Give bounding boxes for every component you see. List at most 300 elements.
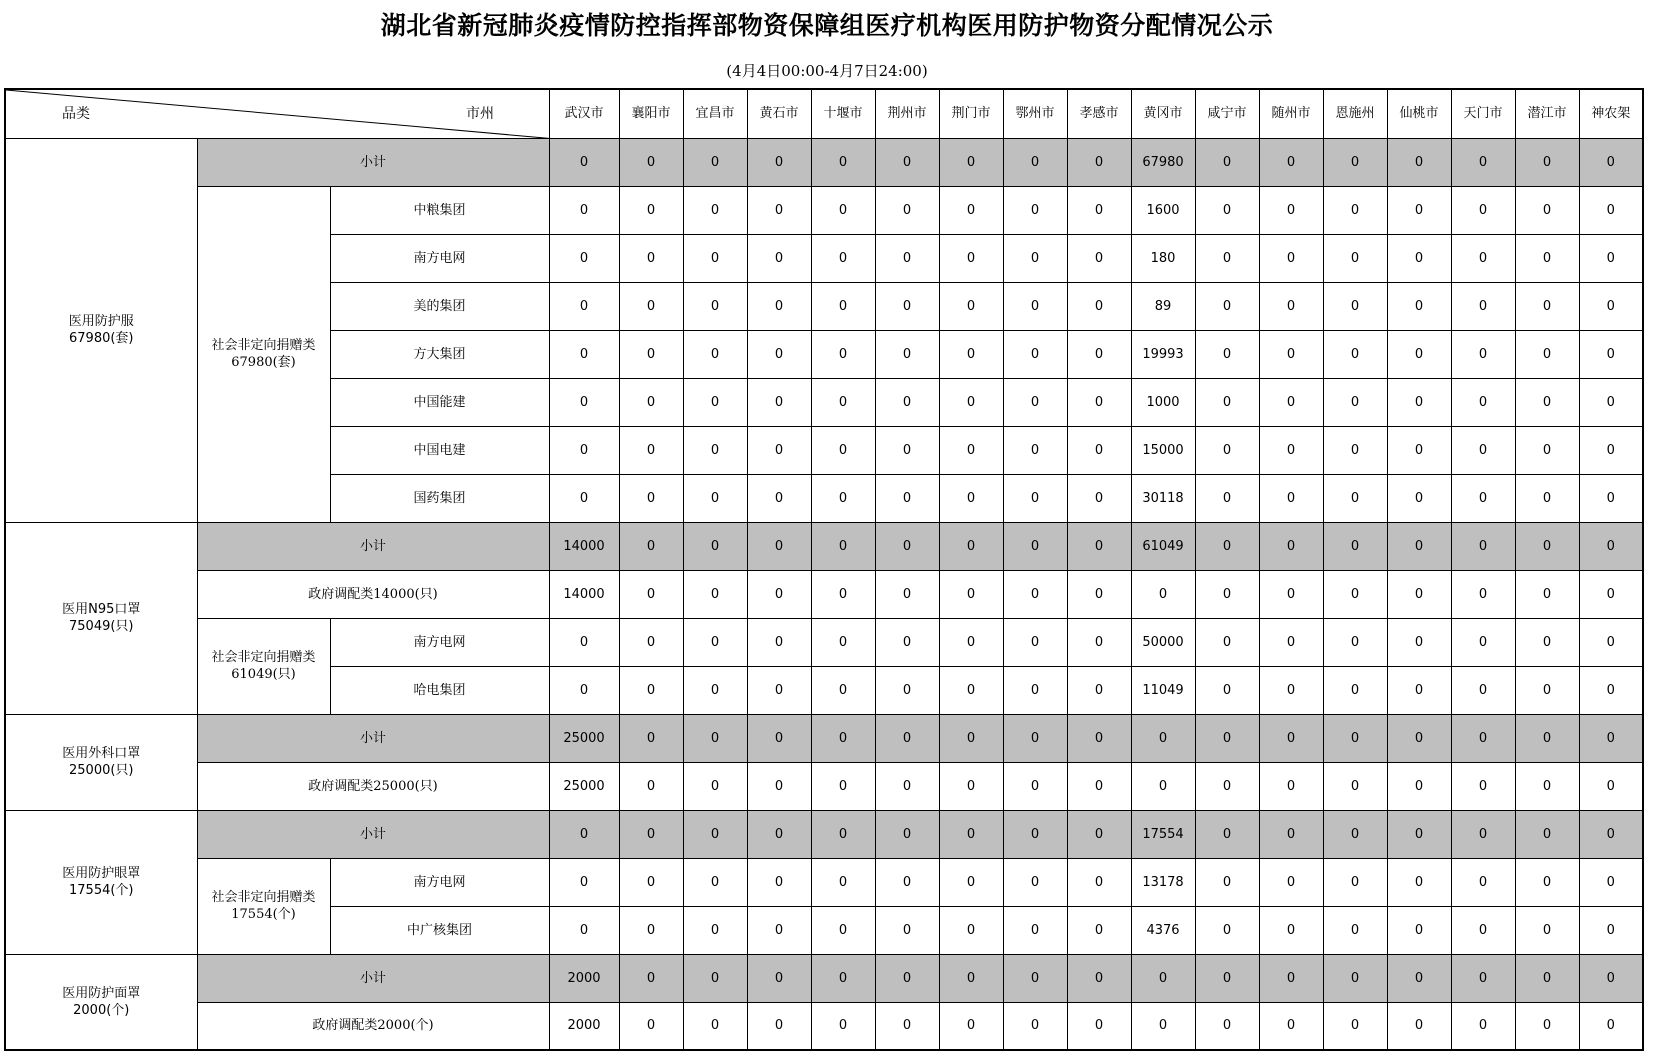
city-header: 咸宁市: [1195, 89, 1259, 138]
value-cell: 0: [1451, 474, 1515, 522]
city-header: 黄冈市: [1131, 89, 1195, 138]
value-cell: 0: [1451, 618, 1515, 666]
donation-group-cell: 社会非定向捐赠类 17554(个): [197, 858, 330, 954]
table-row: [5, 1002, 1643, 1050]
value-cell: 0: [619, 714, 683, 762]
value-cell: 0: [1259, 1002, 1323, 1050]
city-header: 襄阳市: [619, 89, 683, 138]
value-cell: 0: [1003, 378, 1067, 426]
value-cell: 0: [1579, 1002, 1643, 1050]
value-cell: 50000: [1131, 618, 1195, 666]
value-cell: 0: [1067, 714, 1131, 762]
value-cell: 0: [1195, 906, 1259, 954]
city-header: 武汉市: [549, 89, 619, 138]
value-cell: 0: [683, 906, 747, 954]
value-cell: 2000: [549, 954, 619, 1002]
value-cell: 19993: [1131, 330, 1195, 378]
value-cell: 0: [1131, 954, 1195, 1002]
value-cell: 0: [747, 714, 811, 762]
value-cell: 0: [1195, 522, 1259, 570]
value-cell: 0: [619, 618, 683, 666]
value-cell: 0: [939, 666, 1003, 714]
value-cell: 0: [1259, 858, 1323, 906]
value-cell: 0: [1515, 666, 1579, 714]
table-row: [5, 858, 1643, 906]
value-cell: 89: [1131, 282, 1195, 330]
value-cell: 0: [1067, 954, 1131, 1002]
value-cell: 0: [549, 906, 619, 954]
value-cell: 0: [1579, 522, 1643, 570]
value-cell: 0: [875, 1002, 939, 1050]
subtotal-row: [5, 810, 1643, 858]
allocation-type-label: 政府调配类25000(只): [197, 762, 549, 810]
value-cell: 0: [619, 906, 683, 954]
value-cell: 0: [683, 522, 747, 570]
category-cell: 医用N95口罩 75049(只): [5, 522, 197, 714]
header-corner-cell: [5, 89, 549, 138]
value-cell: 0: [549, 330, 619, 378]
value-cell: 0: [1131, 570, 1195, 618]
value-cell: 0: [1003, 282, 1067, 330]
value-cell: 0: [683, 570, 747, 618]
value-cell: 0: [1003, 762, 1067, 810]
value-cell: 0: [811, 1002, 875, 1050]
table-row: [5, 570, 1643, 618]
value-cell: 0: [1515, 810, 1579, 858]
value-cell: 0: [1259, 522, 1323, 570]
value-cell: 0: [1067, 378, 1131, 426]
value-cell: 0: [1323, 234, 1387, 282]
value-cell: 0: [1259, 474, 1323, 522]
value-cell: 0: [1067, 666, 1131, 714]
value-cell: 0: [1579, 666, 1643, 714]
value-cell: 0: [1195, 426, 1259, 474]
value-cell: 0: [1195, 666, 1259, 714]
value-cell: 0: [1067, 618, 1131, 666]
value-cell: 0: [1451, 378, 1515, 426]
value-cell: 0: [875, 186, 939, 234]
allocation-type-label: 政府调配类2000(个): [197, 1002, 549, 1050]
value-cell: 0: [1323, 762, 1387, 810]
value-cell: 0: [683, 426, 747, 474]
value-cell: 0: [619, 1002, 683, 1050]
value-cell: 0: [1387, 714, 1451, 762]
value-cell: 0: [1003, 858, 1067, 906]
value-cell: 0: [939, 810, 1003, 858]
value-cell: 0: [619, 282, 683, 330]
value-cell: 0: [1067, 474, 1131, 522]
donation-group-cell: 社会非定向捐赠类 67980(套): [197, 186, 330, 522]
value-cell: 0: [747, 954, 811, 1002]
value-cell: 0: [1579, 330, 1643, 378]
value-cell: 0: [619, 378, 683, 426]
value-cell: 0: [1259, 762, 1323, 810]
value-cell: 0: [1451, 570, 1515, 618]
value-cell: 0: [811, 474, 875, 522]
value-cell: 0: [1067, 858, 1131, 906]
value-cell: 180: [1131, 234, 1195, 282]
value-cell: 0: [1387, 906, 1451, 954]
value-cell: 13178: [1131, 858, 1195, 906]
value-cell: 0: [1387, 186, 1451, 234]
value-cell: 0: [1579, 906, 1643, 954]
value-cell: 0: [939, 330, 1003, 378]
donor-name-cell: 方大集团: [330, 330, 549, 378]
value-cell: 0: [1003, 330, 1067, 378]
value-cell: 0: [1387, 474, 1451, 522]
value-cell: 0: [747, 234, 811, 282]
category-cell: 医用防护眼罩 17554(个): [5, 810, 197, 954]
value-cell: 0: [747, 330, 811, 378]
category-cell: 医用防护服 67980(套): [5, 138, 197, 522]
value-cell: 0: [1579, 234, 1643, 282]
value-cell: 0: [939, 714, 1003, 762]
value-cell: 61049: [1131, 522, 1195, 570]
value-cell: 0: [875, 330, 939, 378]
value-cell: 17554: [1131, 810, 1195, 858]
value-cell: 0: [1515, 234, 1579, 282]
value-cell: 0: [939, 474, 1003, 522]
value-cell: 0: [1323, 810, 1387, 858]
value-cell: 0: [1387, 234, 1451, 282]
donor-name-cell: 南方电网: [330, 858, 549, 906]
value-cell: 0: [549, 378, 619, 426]
value-cell: 0: [811, 282, 875, 330]
subtotal-row: [5, 954, 1643, 1002]
value-cell: 25000: [549, 714, 619, 762]
value-cell: 0: [939, 1002, 1003, 1050]
value-cell: 0: [1323, 522, 1387, 570]
value-cell: 0: [549, 474, 619, 522]
value-cell: 0: [549, 810, 619, 858]
value-cell: 0: [811, 522, 875, 570]
value-cell: 0: [1067, 186, 1131, 234]
value-cell: 14000: [549, 522, 619, 570]
value-cell: 0: [549, 618, 619, 666]
value-cell: 0: [1451, 138, 1515, 186]
value-cell: 0: [1323, 426, 1387, 474]
value-cell: 0: [939, 906, 1003, 954]
value-cell: 0: [549, 666, 619, 714]
value-cell: 0: [1131, 762, 1195, 810]
value-cell: 0: [875, 762, 939, 810]
value-cell: 11049: [1131, 666, 1195, 714]
value-cell: 0: [875, 522, 939, 570]
value-cell: 0: [1259, 666, 1323, 714]
subtotal-label: 小计: [197, 714, 549, 762]
value-cell: 4376: [1131, 906, 1195, 954]
value-cell: 0: [683, 138, 747, 186]
city-header: 荆州市: [875, 89, 939, 138]
value-cell: 0: [683, 666, 747, 714]
value-cell: 0: [683, 714, 747, 762]
value-cell: 0: [1579, 138, 1643, 186]
allocation-table: [4, 88, 1644, 1051]
value-cell: 0: [939, 618, 1003, 666]
value-cell: 2000: [549, 1002, 619, 1050]
value-cell: 0: [1067, 426, 1131, 474]
value-cell: 0: [1195, 1002, 1259, 1050]
value-cell: 0: [747, 186, 811, 234]
donor-name-cell: 美的集团: [330, 282, 549, 330]
value-cell: 0: [619, 666, 683, 714]
city-header: 黄石市: [747, 89, 811, 138]
value-cell: 0: [811, 714, 875, 762]
value-cell: 0: [619, 234, 683, 282]
value-cell: 1000: [1131, 378, 1195, 426]
value-cell: 0: [619, 474, 683, 522]
value-cell: 0: [1195, 810, 1259, 858]
value-cell: 0: [1195, 618, 1259, 666]
value-cell: 0: [1003, 570, 1067, 618]
value-cell: 0: [875, 810, 939, 858]
value-cell: 0: [1515, 330, 1579, 378]
donor-name-cell: 南方电网: [330, 234, 549, 282]
value-cell: 0: [1323, 954, 1387, 1002]
value-cell: 0: [1067, 330, 1131, 378]
value-cell: 0: [1259, 618, 1323, 666]
value-cell: 0: [1195, 762, 1259, 810]
donor-name-cell: 中国能建: [330, 378, 549, 426]
value-cell: 0: [1323, 1002, 1387, 1050]
value-cell: 0: [1387, 570, 1451, 618]
category-label: 品类: [62, 106, 90, 122]
donation-group-cell: 社会非定向捐赠类 61049(只): [197, 618, 330, 714]
value-cell: 0: [1579, 186, 1643, 234]
value-cell: 0: [1003, 666, 1067, 714]
value-cell: 0: [1003, 618, 1067, 666]
value-cell: 0: [1387, 618, 1451, 666]
value-cell: 0: [811, 234, 875, 282]
value-cell: 0: [1067, 1002, 1131, 1050]
value-cell: 0: [1451, 522, 1515, 570]
value-cell: 0: [549, 186, 619, 234]
subtotal-label: 小计: [197, 522, 549, 570]
value-cell: 0: [747, 906, 811, 954]
value-cell: 0: [683, 234, 747, 282]
value-cell: 0: [939, 378, 1003, 426]
value-cell: 0: [683, 954, 747, 1002]
value-cell: 0: [1259, 954, 1323, 1002]
value-cell: 0: [1259, 426, 1323, 474]
value-cell: 30118: [1131, 474, 1195, 522]
value-cell: 0: [1195, 474, 1259, 522]
value-cell: 0: [1579, 858, 1643, 906]
value-cell: 0: [811, 954, 875, 1002]
value-cell: 15000: [1131, 426, 1195, 474]
value-cell: 0: [1451, 330, 1515, 378]
value-cell: 0: [875, 858, 939, 906]
city-header: 神农架: [1579, 89, 1643, 138]
value-cell: 0: [1195, 858, 1259, 906]
value-cell: 0: [1259, 810, 1323, 858]
value-cell: 0: [1003, 810, 1067, 858]
value-cell: 0: [1579, 378, 1643, 426]
value-cell: 0: [1259, 330, 1323, 378]
value-cell: 0: [1515, 522, 1579, 570]
value-cell: 0: [1579, 954, 1643, 1002]
value-cell: 0: [683, 330, 747, 378]
value-cell: 0: [1515, 714, 1579, 762]
value-cell: 0: [1003, 186, 1067, 234]
city-header: 潜江市: [1515, 89, 1579, 138]
category-cell: 医用外科口罩 25000(只): [5, 714, 197, 810]
value-cell: 0: [1003, 906, 1067, 954]
value-cell: 0: [1323, 906, 1387, 954]
value-cell: 0: [1515, 426, 1579, 474]
value-cell: 0: [1323, 378, 1387, 426]
value-cell: 0: [619, 570, 683, 618]
value-cell: 0: [549, 282, 619, 330]
value-cell: 0: [811, 762, 875, 810]
value-cell: 67980: [1131, 138, 1195, 186]
value-cell: 0: [1259, 234, 1323, 282]
value-cell: 0: [747, 378, 811, 426]
value-cell: 0: [1323, 570, 1387, 618]
value-cell: 0: [811, 618, 875, 666]
donor-name-cell: 哈电集团: [330, 666, 549, 714]
value-cell: 0: [875, 906, 939, 954]
city-header: 十堰市: [811, 89, 875, 138]
value-cell: 0: [549, 138, 619, 186]
value-cell: 0: [1195, 138, 1259, 186]
value-cell: 0: [1003, 714, 1067, 762]
value-cell: 0: [619, 522, 683, 570]
value-cell: 0: [683, 810, 747, 858]
value-cell: 0: [1195, 954, 1259, 1002]
value-cell: 0: [1067, 906, 1131, 954]
value-cell: 0: [747, 858, 811, 906]
value-cell: 0: [875, 474, 939, 522]
value-cell: 0: [1515, 570, 1579, 618]
value-cell: 1600: [1131, 186, 1195, 234]
value-cell: 0: [1131, 714, 1195, 762]
value-cell: 0: [549, 426, 619, 474]
value-cell: 0: [1451, 666, 1515, 714]
value-cell: 0: [1515, 282, 1579, 330]
value-cell: 0: [619, 858, 683, 906]
value-cell: 0: [1067, 810, 1131, 858]
value-cell: 0: [549, 234, 619, 282]
value-cell: 0: [939, 858, 1003, 906]
value-cell: 0: [1579, 618, 1643, 666]
value-cell: 0: [811, 426, 875, 474]
table-row: [5, 762, 1643, 810]
value-cell: 0: [1323, 138, 1387, 186]
value-cell: 0: [1195, 378, 1259, 426]
value-cell: 0: [1451, 906, 1515, 954]
value-cell: 0: [1515, 378, 1579, 426]
value-cell: 0: [1259, 138, 1323, 186]
value-cell: 0: [939, 426, 1003, 474]
value-cell: 0: [1259, 378, 1323, 426]
value-cell: 0: [875, 570, 939, 618]
value-cell: 0: [1387, 330, 1451, 378]
value-cell: 0: [747, 618, 811, 666]
value-cell: 0: [1579, 810, 1643, 858]
value-cell: 0: [619, 954, 683, 1002]
value-cell: 0: [875, 666, 939, 714]
value-cell: 0: [875, 618, 939, 666]
city-header: 鄂州市: [1003, 89, 1067, 138]
value-cell: 0: [1323, 666, 1387, 714]
value-cell: 0: [1323, 330, 1387, 378]
value-cell: 0: [1515, 138, 1579, 186]
value-cell: 0: [1451, 234, 1515, 282]
value-cell: 0: [549, 858, 619, 906]
value-cell: 0: [619, 186, 683, 234]
value-cell: 0: [811, 570, 875, 618]
value-cell: 0: [1515, 906, 1579, 954]
value-cell: 0: [1259, 714, 1323, 762]
value-cell: 0: [1579, 426, 1643, 474]
value-cell: 0: [1323, 714, 1387, 762]
value-cell: 0: [939, 234, 1003, 282]
value-cell: 0: [1387, 1002, 1451, 1050]
value-cell: 0: [939, 138, 1003, 186]
value-cell: 0: [1259, 282, 1323, 330]
donor-name-cell: 中国电建: [330, 426, 549, 474]
subtotal-label: 小计: [197, 954, 549, 1002]
value-cell: 0: [811, 186, 875, 234]
value-cell: 0: [1259, 186, 1323, 234]
value-cell: 0: [1515, 474, 1579, 522]
value-cell: 0: [1323, 474, 1387, 522]
value-cell: 0: [1323, 186, 1387, 234]
value-cell: 0: [1003, 474, 1067, 522]
value-cell: 0: [1451, 858, 1515, 906]
value-cell: 0: [1579, 570, 1643, 618]
value-cell: 0: [747, 474, 811, 522]
table-row: [5, 618, 1643, 666]
city-header: 随州市: [1259, 89, 1323, 138]
value-cell: 0: [747, 522, 811, 570]
value-cell: 0: [747, 282, 811, 330]
value-cell: 0: [1067, 762, 1131, 810]
value-cell: 0: [875, 954, 939, 1002]
category-cell: 医用防护面罩 2000(个): [5, 954, 197, 1050]
value-cell: 0: [1387, 858, 1451, 906]
value-cell: 0: [1451, 810, 1515, 858]
value-cell: 0: [1387, 378, 1451, 426]
value-cell: 0: [619, 330, 683, 378]
value-cell: 0: [1515, 186, 1579, 234]
value-cell: 0: [1131, 1002, 1195, 1050]
value-cell: 0: [1451, 762, 1515, 810]
value-cell: 0: [811, 378, 875, 426]
value-cell: 0: [1323, 618, 1387, 666]
value-cell: 0: [747, 810, 811, 858]
page-title: 湖北省新冠肺炎疫情防控指挥部物资保障组医疗机构医用防护物资分配情况公示: [380, 11, 1274, 40]
value-cell: 0: [619, 762, 683, 810]
value-cell: 0: [1579, 762, 1643, 810]
value-cell: 0: [1003, 522, 1067, 570]
value-cell: 0: [939, 570, 1003, 618]
value-cell: 0: [1387, 954, 1451, 1002]
value-cell: 0: [1003, 234, 1067, 282]
value-cell: 0: [1387, 666, 1451, 714]
value-cell: 0: [1067, 234, 1131, 282]
value-cell: 0: [619, 810, 683, 858]
value-cell: 0: [1451, 186, 1515, 234]
value-cell: 0: [1515, 1002, 1579, 1050]
city-header: 孝感市: [1067, 89, 1131, 138]
value-cell: 0: [939, 954, 1003, 1002]
value-cell: 0: [683, 186, 747, 234]
value-cell: 0: [747, 426, 811, 474]
value-cell: 0: [747, 570, 811, 618]
city-header: 仙桃市: [1387, 89, 1451, 138]
